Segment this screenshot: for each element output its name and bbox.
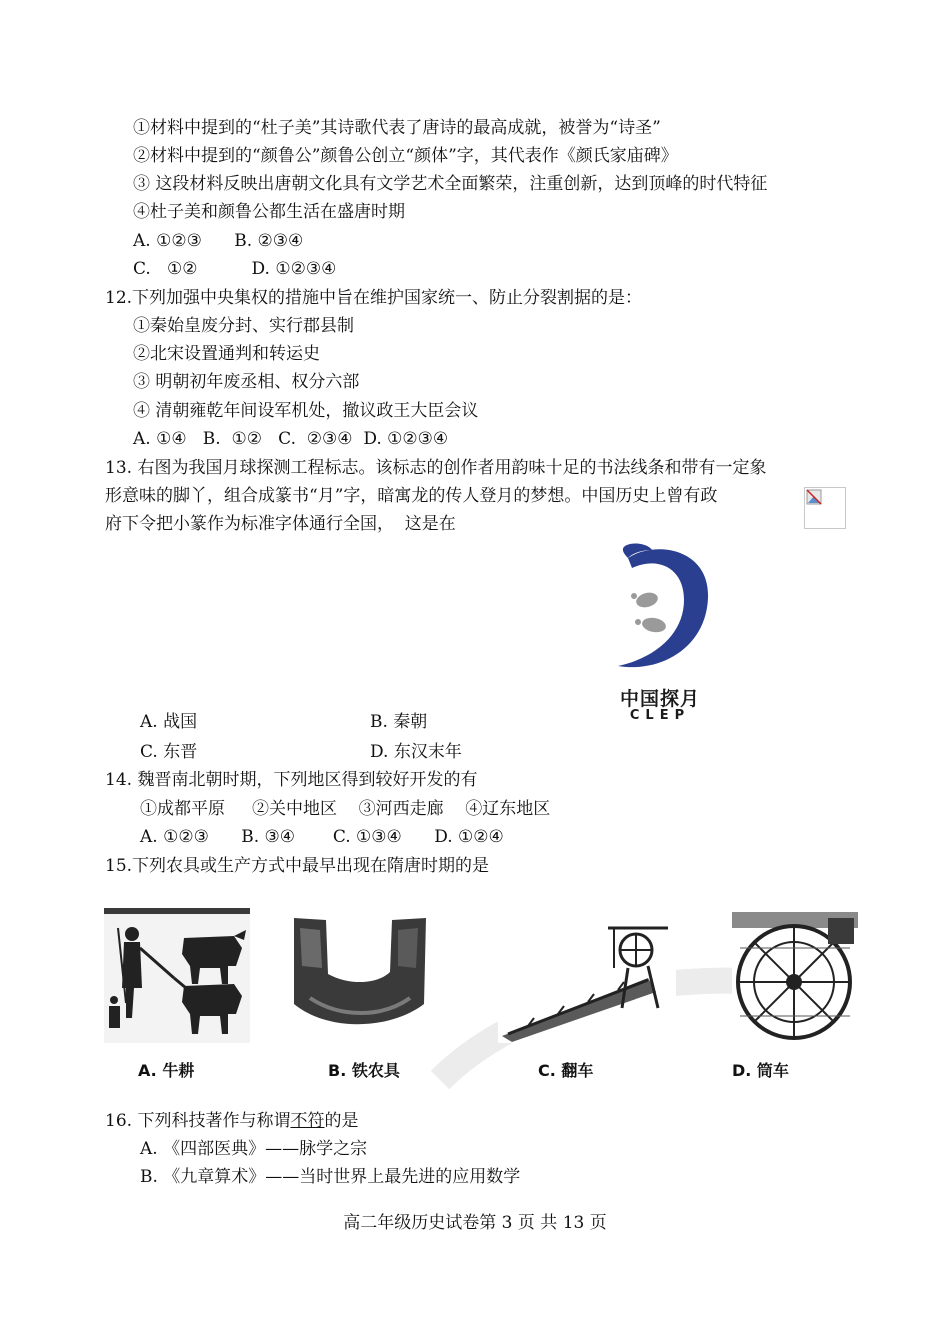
q13-option-b: B. 秦朝 <box>370 712 428 732</box>
q13-option-d: D. 东汉末年 <box>370 742 462 762</box>
q11-options-row2: C. ①② D. ①②③④ <box>133 259 337 279</box>
q13-stem-line1: 13. 右图为我国月球探测工程标志。该标志的创作者用韵味十足的书法线条和带有一定象 <box>105 458 767 478</box>
q16-option-b: B. 《九章算术》——当时世界上最先进的应用数学 <box>140 1167 521 1187</box>
q15-caption-a: A. 牛耕 <box>138 1061 195 1080</box>
clep-logo-chinese: 中国探月 <box>619 688 700 710</box>
clep-moon-mark <box>600 538 720 683</box>
q16-stem <box>105 1109 358 1133</box>
q13-option-c: C. 东晋 <box>140 742 198 762</box>
q16-stem-prefix: 16. 下列科技著作与称谓 <box>105 1111 291 1131</box>
q12-options: A. ①④ B. ①② C. ②③④ D. ①②③④ <box>133 429 449 449</box>
q12-item-3: ③ 明朝初年废丞相、权分六部 <box>133 372 360 392</box>
q12-item-4: ④ 清朝雍乾年间设军机处，撤议政王大臣会议 <box>133 401 479 421</box>
q14-stem: 14. 魏晋南北朝时期，下列地区得到较好开发的有 <box>105 770 478 790</box>
q11-item-3: ③ 这段材料反映出唐朝文化具有文学艺术全面繁荣，注重创新，达到顶峰的时代特征 <box>133 174 768 194</box>
page-footer: 高二年级历史试卷第 3 页 共 13 页 <box>343 1213 607 1233</box>
broken-image-icon <box>804 487 846 529</box>
q13-option-a: A. 战国 <box>140 712 198 732</box>
q13-stem-line3: 府下令把小篆作为标准字体通行全国， 这是在 <box>105 514 456 534</box>
q11-item-4: ④杜子美和颜鲁公都生活在盛唐时期 <box>133 202 405 222</box>
q12-item-2: ②北宋设置通判和转运史 <box>133 344 320 364</box>
q15-caption-b: B. 铁农具 <box>328 1061 400 1080</box>
q11-options-row1: A. ①②③ B. ②③④ <box>133 231 304 251</box>
q12-item-1: ①秦始皇废分封、实行郡县制 <box>133 316 354 336</box>
water-wheel-image <box>732 908 858 1080</box>
iron-tool-image <box>290 908 430 1080</box>
q15-caption-d: D. 筒车 <box>732 1061 789 1080</box>
clep-logo-english: CLEP <box>629 708 691 723</box>
chain-pump-image <box>498 908 676 1080</box>
q12-stem: 12.下列加强中央集权的措施中旨在维护国家统一、防止分裂割据的是： <box>105 288 643 308</box>
q11-item-1: ①材料中提到的“杜子美”其诗歌代表了唐诗的最高成就，被誉为“诗圣” <box>133 118 661 138</box>
q15-stem: 15.下列农具或生产方式中最早出现在隋唐时期的是 <box>105 856 490 876</box>
q11-item-2: ②材料中提到的“颜鲁公”颜鲁公创立“颜体”字，其代表作《颜氏家庙碑》 <box>133 146 678 166</box>
q13-stem-line2: 形意味的脚丫，组合成篆书“月”字，暗寓龙的传人登月的梦想。中国历史上曾有政 <box>105 486 718 506</box>
q16-stem-suffix: 的是 <box>324 1111 359 1131</box>
q14-items: ①成都平原 ②关中地区 ③河西走廊 ④辽东地区 <box>140 799 551 819</box>
q16-stem-underlined: 不符 <box>290 1111 325 1131</box>
clep-logo <box>600 538 720 728</box>
ox-plowing-image <box>104 908 250 1080</box>
q15-caption-c: C. 翻车 <box>538 1061 594 1080</box>
q16-option-a: A. 《四部医典》——脉学之宗 <box>140 1139 368 1159</box>
q14-options: A. ①②③ B. ③④ C. ①③④ D. ①②④ <box>140 827 504 847</box>
